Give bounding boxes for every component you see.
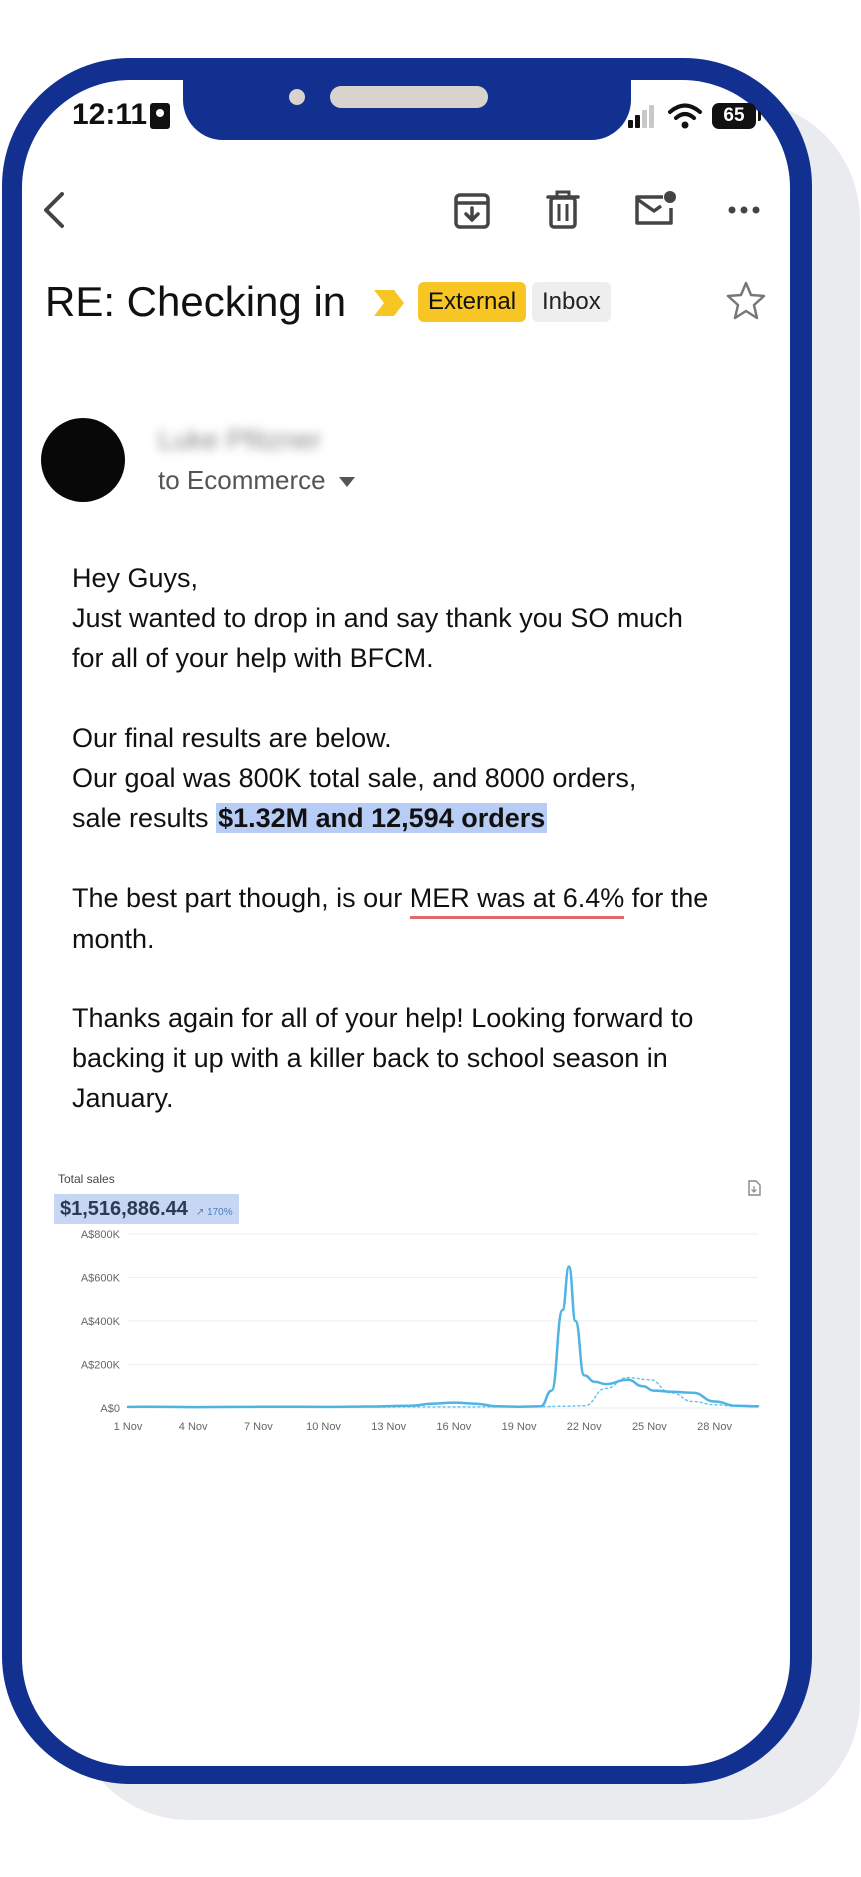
y-tick-label: A$200K: [80, 1359, 120, 1372]
sales-line-chart: [52, 1222, 764, 1462]
email-body-mer: [72, 878, 772, 959]
y-tick-label: A$0: [100, 1403, 120, 1415]
body-line: Thanks again for all of your help! Looking forward to: [72, 1003, 694, 1033]
sender-name[interactable]: Luke Pfitzner: [158, 424, 322, 455]
x-tick-label: 19 Nov: [501, 1421, 537, 1433]
speaker-icon: [330, 86, 488, 108]
body-line: [72, 878, 772, 919]
body-text-span: sale results: [72, 803, 217, 833]
avatar[interactable]: [41, 418, 125, 502]
importance-marker-icon[interactable]: [372, 288, 406, 318]
chart-total: [54, 1194, 239, 1224]
more-icon[interactable]: [727, 198, 761, 222]
x-tick-label: 28 Nov: [697, 1421, 732, 1433]
mark-unread-icon[interactable]: [633, 188, 677, 228]
highlighted-results: $1.32M and 12,594 orders: [218, 803, 546, 833]
body-line: [72, 798, 772, 838]
body-text-span: The best part though, is our: [72, 883, 410, 913]
x-tick-label: 1 Nov: [113, 1421, 143, 1433]
sales-chart-image: [52, 1172, 764, 1462]
chart-change: ↗ 170%: [195, 1207, 233, 1218]
x-tick-label: 25 Nov: [631, 1421, 667, 1433]
body-line: Our final results are below.: [72, 723, 392, 753]
x-tick-label: 7 Nov: [243, 1421, 273, 1433]
body-line: backing it up with a killer back to school season in: [72, 1043, 668, 1073]
email-subject: RE: Checking in: [45, 278, 347, 325]
chart-total-value: $1,516,886.44: [60, 1198, 188, 1220]
x-tick-label: 16 Nov: [436, 1421, 472, 1433]
x-tick-label: 4 Nov: [178, 1421, 208, 1433]
y-tick-label: A$800K: [80, 1229, 120, 1241]
body-line: Just wanted to drop in and say thank you SO much: [72, 603, 683, 633]
status-time: 12:11: [72, 98, 148, 131]
recipient-line[interactable]: to Ecommerce: [158, 465, 326, 495]
star-icon[interactable]: [726, 280, 766, 320]
body-text-span: for the: [624, 883, 709, 913]
battery-indicator: 65: [712, 103, 756, 129]
wifi-icon: [668, 102, 702, 130]
sales-series-line: [128, 1267, 758, 1408]
camera-icon: [289, 89, 305, 105]
email-body-results: [72, 718, 772, 838]
email-body: [72, 558, 772, 678]
x-tick-label: 13 Nov: [371, 1421, 407, 1433]
id-badge-icon: [150, 103, 170, 129]
archive-icon[interactable]: [453, 192, 491, 230]
export-icon: [747, 1180, 761, 1196]
email-body-thanks: [72, 998, 772, 1118]
chevron-down-icon[interactable]: [338, 476, 356, 488]
body-line: month.: [72, 924, 155, 954]
signal-icon: [628, 104, 656, 128]
x-tick-label: 10 Nov: [306, 1421, 341, 1433]
delete-icon[interactable]: [546, 190, 580, 230]
body-line: Our goal was 800K total sale, and 8000 orders,: [72, 763, 637, 793]
body-line: Hey Guys,: [72, 563, 199, 593]
y-tick-label: A$600K: [80, 1272, 120, 1285]
body-line: January.: [72, 1083, 174, 1113]
body-line: for all of your help with BFCM.: [72, 643, 434, 673]
label-inbox[interactable]: Inbox: [532, 282, 611, 322]
x-tick-label: 22 Nov: [566, 1421, 602, 1433]
y-tick-label: A$400K: [80, 1316, 120, 1328]
chart-title: Total sales: [58, 1172, 115, 1186]
back-icon[interactable]: [38, 190, 68, 230]
underlined-mer: MER was at 6.4%: [410, 880, 625, 919]
label-external[interactable]: External: [418, 282, 526, 322]
